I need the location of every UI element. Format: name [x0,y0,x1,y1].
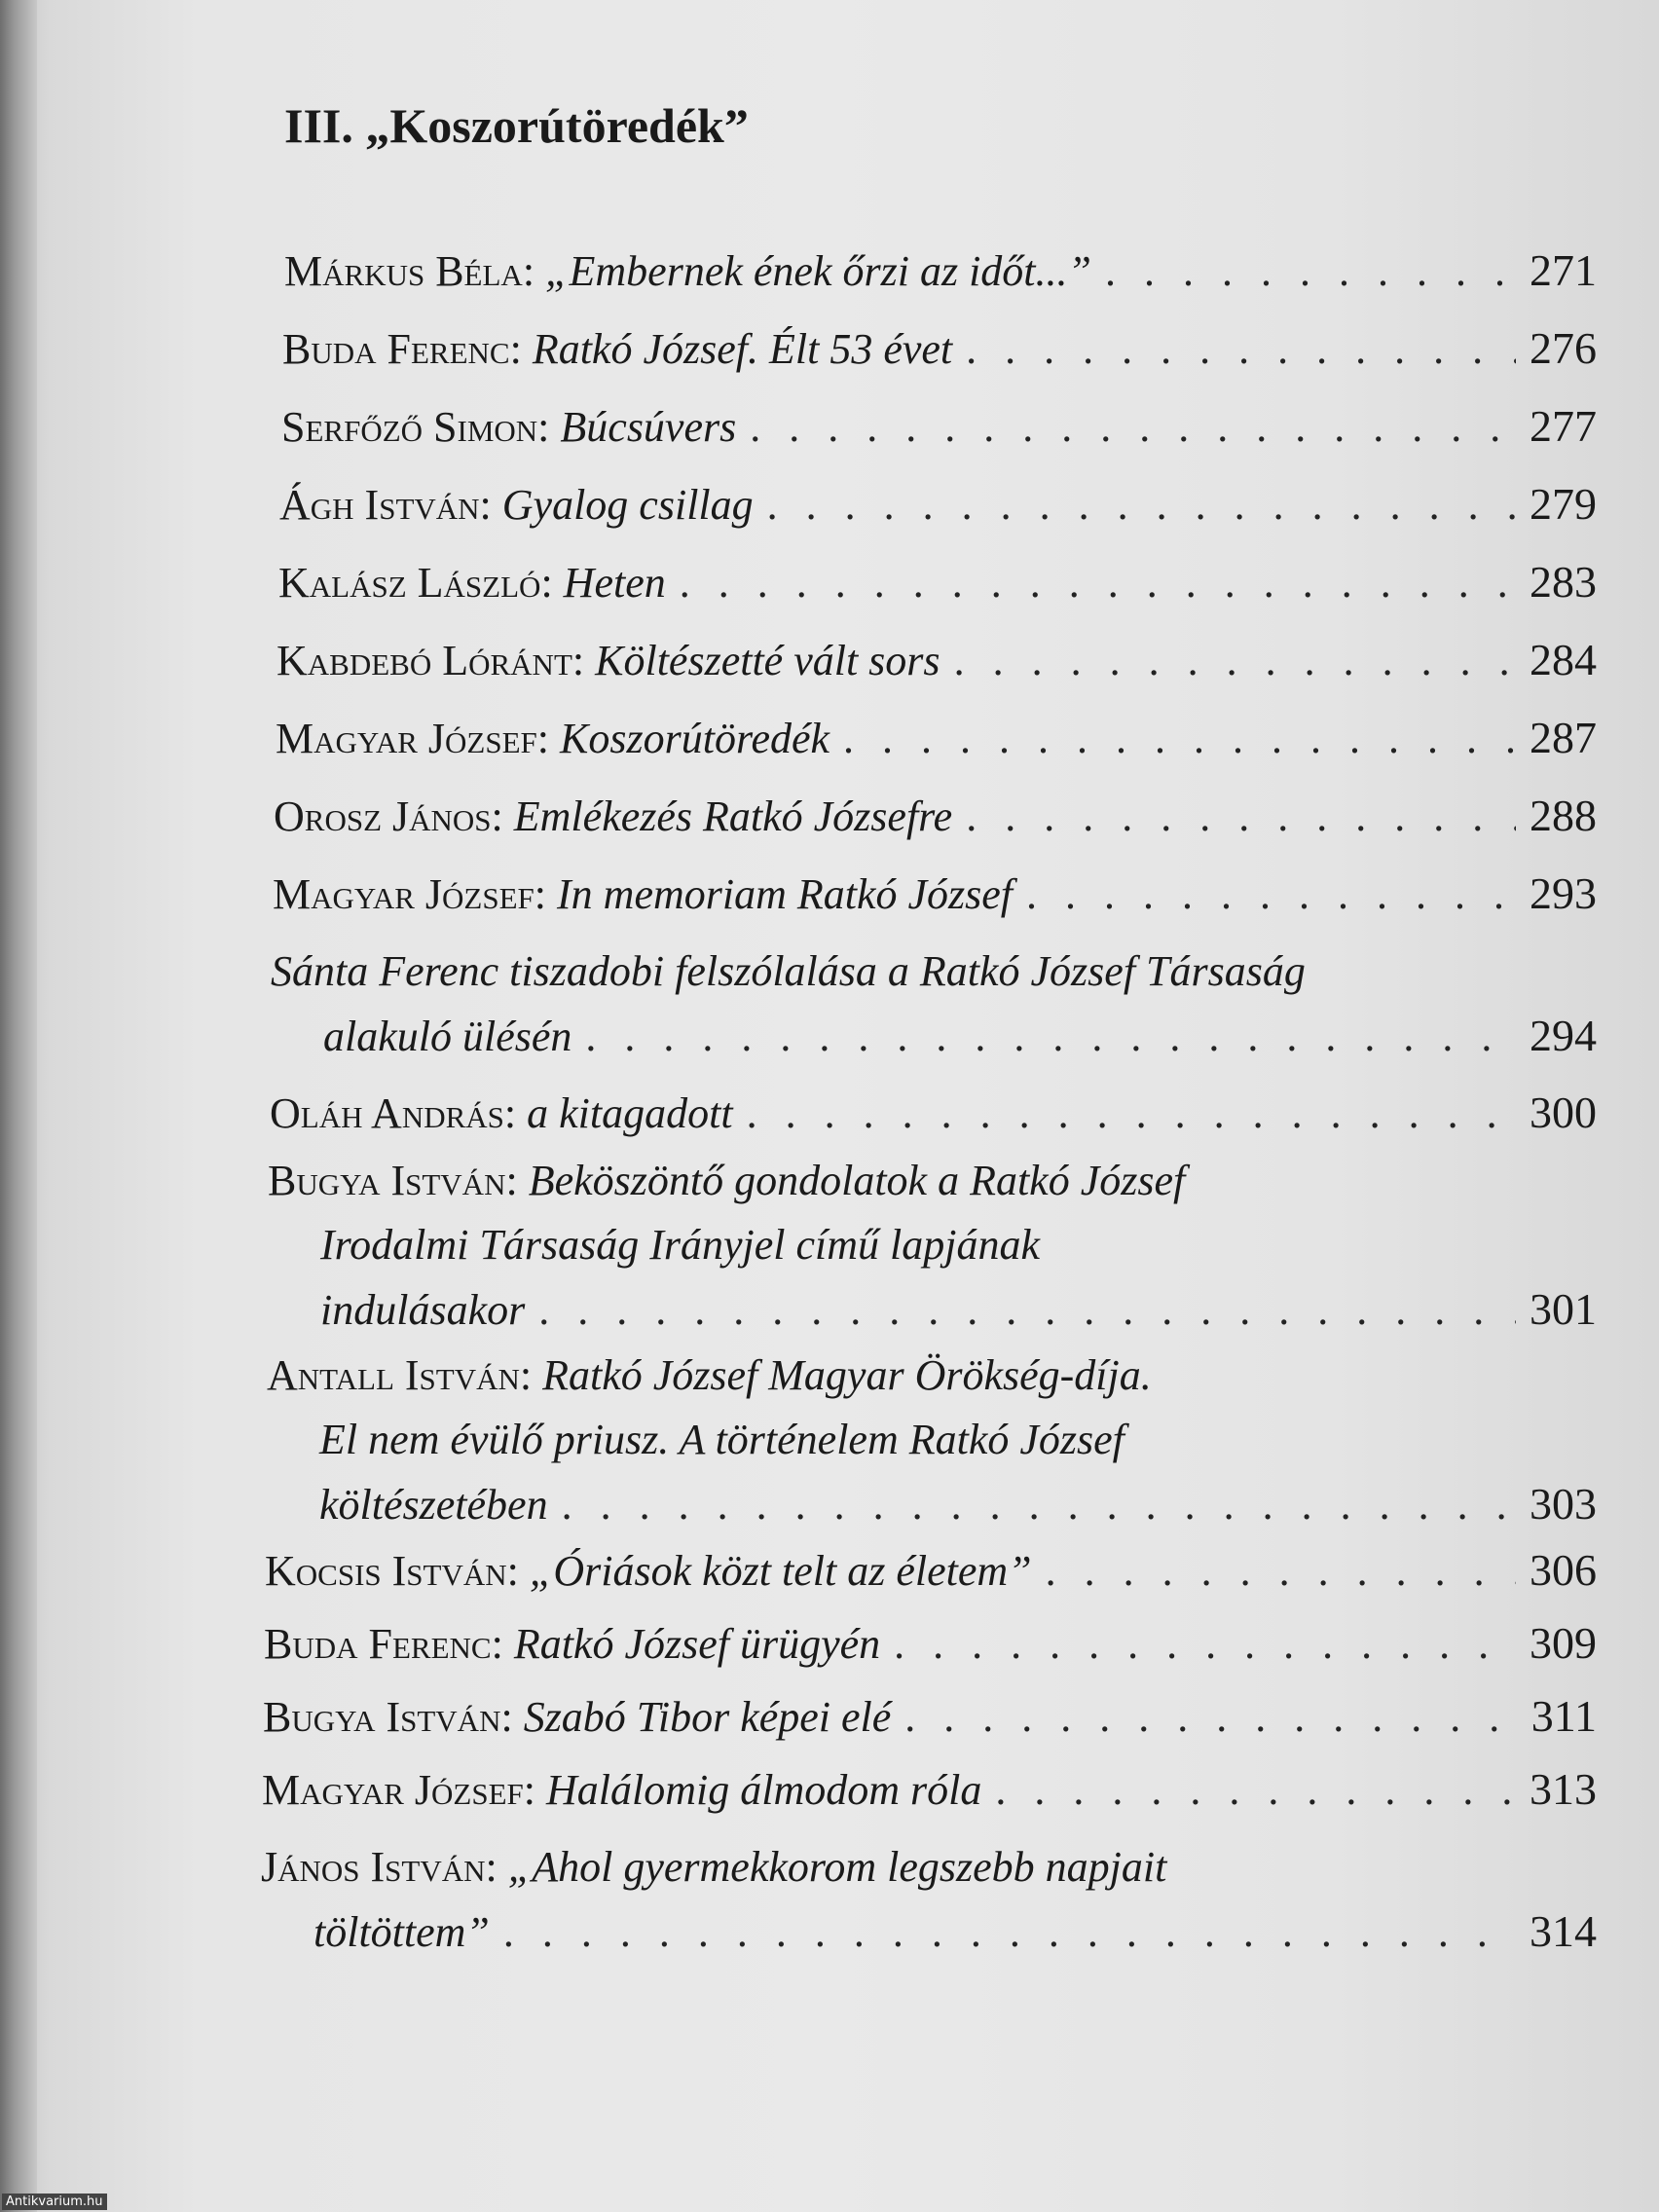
toc-title: Halálomig álmodom róla [546,1766,982,1814]
toc-entry [262,1757,1597,1823]
toc-page-number: 303 [1530,1479,1597,1529]
toc-title: töltöttem” [313,1908,490,1956]
toc-entry [284,239,1597,304]
toc-title: Koszorútöredék [560,715,830,762]
toc-author: Antall István [267,1351,520,1399]
dot-leader [503,1900,1516,1965]
toc-author: János István [261,1843,486,1891]
toc-entry-line [268,1277,1597,1343]
toc-page-number: 301 [1530,1284,1597,1334]
toc-separator: : [519,1351,543,1399]
toc-entry-line [265,1538,1597,1604]
toc-entry-line [273,862,1597,927]
toc-entry [274,784,1597,849]
dot-leader [585,1005,1516,1069]
toc-author: Bugya István [263,1693,501,1741]
toc-entry-line [276,706,1597,771]
toc-page-number: 314 [1530,1906,1597,1956]
toc-title: költészetében [319,1481,548,1529]
toc-author: Bugya István [268,1157,506,1204]
toc-entry [263,1684,1597,1750]
toc-page-number: 306 [1530,1545,1597,1595]
toc-author: Oláh András [270,1089,504,1137]
toc-entry-line [261,1899,1597,1965]
toc-page-number: 300 [1530,1088,1597,1137]
page-edge-shadow [0,0,37,2212]
toc-entry-line [263,1684,1597,1750]
toc-author: Kalász László [278,559,541,607]
dot-leader [1105,240,1516,304]
toc-author: Buda Ferenc [264,1620,492,1668]
toc-entry-line [270,1081,1597,1146]
dot-leader [843,707,1516,771]
toc-separator: : [505,1157,529,1204]
toc-entry [265,1538,1597,1604]
toc-separator: : [506,1547,530,1595]
toc-entry-line [268,1213,1597,1277]
section-heading: III. „Koszorútöredék” [284,98,749,153]
toc-author: Magyar József [276,715,537,762]
toc-title: alakuló ülésén [323,1013,572,1060]
toc-entry [276,706,1597,771]
toc-separator: : [479,481,502,529]
toc-entry-line [284,239,1597,304]
toc-page-number: 288 [1530,791,1597,840]
toc-separator: : [500,1693,524,1741]
toc-title: Ratkó József Magyar Örökség-díja. [542,1351,1152,1399]
watermark: Antikvarium.hu [2,2194,107,2210]
toc-author: Ágh István [279,481,480,529]
toc-title: „Óriások közt telt az életem” [529,1547,1032,1595]
dot-leader [1026,863,1516,927]
toc-entry [261,1835,1597,1965]
dot-leader [966,317,1516,382]
toc-entry-line [268,1149,1597,1213]
toc-page-number: 294 [1530,1011,1597,1060]
toc-entry [273,862,1597,927]
toc-title: Szabó Tibor képei elé [523,1693,892,1741]
dot-leader [1046,1539,1516,1604]
toc-title: Ratkó József ürügyén [513,1620,881,1668]
dot-leader [995,1758,1516,1823]
toc-entry [271,940,1597,1069]
toc-page-number: 276 [1530,323,1597,373]
toc-entry-line [262,1757,1597,1823]
dot-leader [894,1612,1516,1677]
toc-entry-line [267,1344,1597,1408]
toc-separator: : [534,870,558,918]
toc-separator: : [491,793,514,840]
toc-entry-line [279,472,1597,537]
toc-page-number: 279 [1530,479,1597,529]
toc-page-number: 271 [1530,245,1597,295]
toc-entry-line [276,628,1597,693]
toc-title: Heten [563,559,666,607]
toc-entry-line [282,316,1597,382]
toc-author: Magyar József [262,1766,524,1814]
dot-leader [747,1082,1516,1146]
toc-entry [276,628,1597,693]
toc-separator: : [491,1620,514,1668]
toc-separator: : [503,1089,528,1137]
dot-leader [904,1685,1517,1750]
toc-title: Sánta Ferenc tiszadobi felszólalása a Ratkó József Társaság [271,947,1306,995]
toc-separator: : [536,715,561,762]
toc-separator: : [571,637,596,684]
toc-entry-line [271,940,1597,1004]
toc-title: Emlékezés Ratkó Józsefre [513,793,953,840]
dot-leader [680,551,1516,615]
toc-title: indulásakor [320,1286,526,1334]
toc-separator: : [540,559,564,607]
toc-page-number: 283 [1530,557,1597,607]
toc-page-number: 309 [1530,1618,1597,1668]
toc-author: Márkus Béla [284,247,523,295]
toc-title: Gyalog csillag [501,481,754,529]
toc-title: a kitagadott [527,1089,733,1137]
toc-page-number: 313 [1530,1764,1597,1814]
dot-leader [750,395,1516,460]
toc-page-number: 284 [1530,635,1597,684]
dot-leader [538,1278,1516,1343]
toc-entry-line [267,1472,1597,1537]
toc-entry-line [267,1408,1597,1472]
toc-title: Irodalmi Társaság Irányjel című lapjának [320,1221,1040,1269]
toc-title: In memoriam Ratkó József [557,870,1014,918]
toc-separator: : [522,247,546,295]
dot-leader [954,629,1516,693]
dot-leader [767,473,1516,537]
toc-entry [281,394,1597,460]
toc-author: Kabdebó Lóránt [276,637,572,684]
toc-entry [267,1344,1597,1537]
toc-entry-line [264,1611,1597,1677]
toc-title: „Embernek ének őrzi az időt...” [545,247,1091,295]
toc-title: Beköszöntő gondolatok a Ratkó József [528,1157,1186,1204]
dot-leader [562,1473,1516,1537]
toc-author: Magyar József [273,870,535,918]
toc-separator: : [509,325,533,373]
toc-entry [282,316,1597,382]
toc-title: Költészetté vált sors [595,637,940,684]
dot-leader [966,785,1516,849]
toc-entry [278,550,1597,615]
toc-separator: : [485,1843,508,1891]
toc-author: Buda Ferenc [282,325,510,373]
toc-page-number: 277 [1530,401,1597,451]
toc-author: Orosz János [274,793,492,840]
toc-entry-line [261,1835,1597,1899]
toc-author: Kocsis István [265,1547,507,1595]
toc-entry-line [271,1004,1597,1069]
toc-title: „Ahol gyermekkorom legszebb napjait [507,1843,1167,1891]
toc-entry [279,472,1597,537]
toc-title: Ratkó József. Élt 53 évet [532,325,953,373]
toc-separator: : [523,1766,547,1814]
toc-separator: : [537,403,561,451]
toc-author: Serfőző Simon [281,403,538,451]
toc-page-number: 293 [1530,868,1597,918]
toc-entry-line [278,550,1597,615]
toc-entry-line [281,394,1597,460]
toc-entry-line [274,784,1597,849]
toc-page-number: 311 [1530,1691,1597,1741]
toc-entry [268,1149,1597,1343]
toc-title: El nem évülő priusz. A történelem Ratkó József [319,1416,1124,1463]
toc-entry [264,1611,1597,1677]
toc-page-number: 287 [1530,713,1597,762]
toc-title: Búcsúvers [560,403,737,451]
toc-entry [270,1081,1597,1146]
